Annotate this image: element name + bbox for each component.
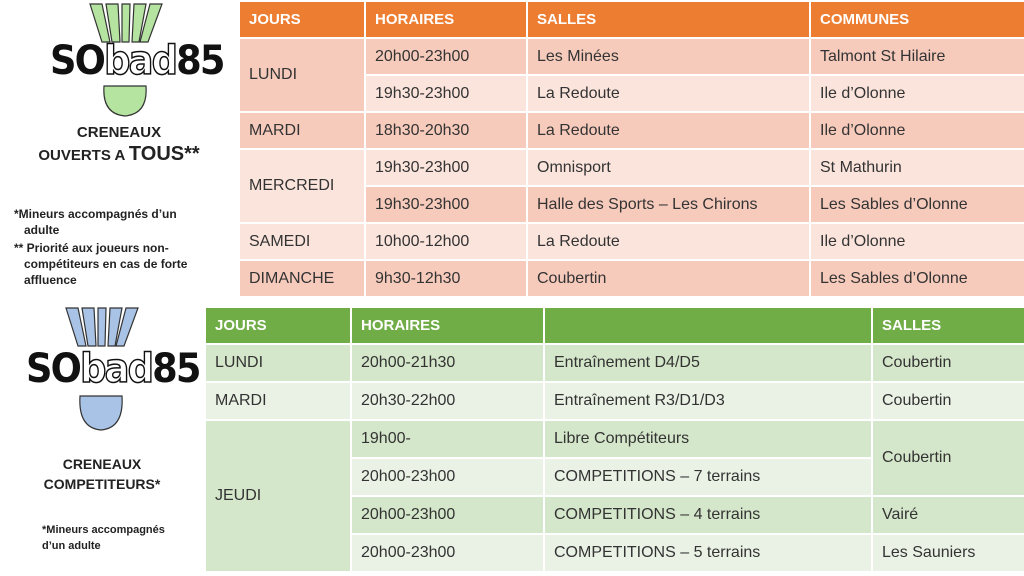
time-cell: 20h00-23h00: [351, 534, 544, 572]
open-caption: [0, 124, 238, 166]
table-row: [205, 344, 1024, 382]
commune-cell: Les Sables d’Olonne: [810, 260, 1024, 297]
salle-cell: Coubertin: [527, 260, 810, 297]
salle-cell: Les Minées: [527, 38, 810, 75]
header-horaires: HORAIRES: [351, 307, 544, 344]
header-salles: SALLES: [527, 1, 810, 38]
day-cell: JEUDI: [205, 420, 351, 572]
header-jours: JOURS: [239, 1, 365, 38]
salle-cell: Coubertin: [872, 420, 1024, 496]
sobad85-logo: SObad85: [26, 346, 200, 392]
day-cell: DIMANCHE: [239, 260, 365, 297]
table-header: [239, 1, 1024, 38]
comp-note-minors: *Mineurs accompagnés d’un adulte: [42, 524, 165, 552]
time-cell: 20h00-23h00: [351, 496, 544, 534]
activity-cell: Entraînement D4/D5: [544, 344, 872, 382]
time-cell: 18h30-20h30: [365, 112, 527, 149]
header-jours: JOURS: [205, 307, 351, 344]
open-caption-line1: CRENEAUX: [76, 124, 162, 141]
competitors-table: [204, 306, 1024, 573]
day-cell: MERCREDI: [239, 149, 365, 223]
table-header: [205, 307, 1024, 344]
header-communes: COMMUNES: [810, 1, 1024, 38]
open-logo-panel: [0, 0, 238, 300]
activity-cell: Libre Compétiteurs: [544, 420, 872, 458]
day-cell: MARDI: [205, 382, 351, 420]
salle-cell: Halle des Sports – Les Chirons: [527, 186, 810, 223]
commune-cell: Ile d’Olonne: [810, 223, 1024, 260]
salle-cell: La Redoute: [527, 75, 810, 112]
salle-cell: La Redoute: [527, 112, 810, 149]
time-cell: 20h00-21h30: [351, 344, 544, 382]
time-cell: 20h00-23h00: [351, 458, 544, 496]
time-cell: 20h30-22h00: [351, 382, 544, 420]
activity-cell: COMPETITIONS – 5 terrains: [544, 534, 872, 572]
time-cell: 10h00-12h00: [365, 223, 527, 260]
table-row: [239, 260, 1024, 297]
salle-cell: Coubertin: [872, 344, 1024, 382]
table-row: [205, 382, 1024, 420]
commune-cell: Ile d’Olonne: [810, 75, 1024, 112]
salle-cell: Omnisport: [527, 149, 810, 186]
commune-cell: Les Sables d’Olonne: [810, 186, 1024, 223]
salle-cell: Coubertin: [872, 382, 1024, 420]
header-salles: SALLES: [872, 307, 1024, 344]
comp-caption-line2: COMPETITEURS*: [43, 476, 161, 492]
comp-caption-line1: CRENEAUX: [62, 456, 142, 472]
salle-cell: Les Sauniers: [872, 534, 1024, 572]
open-caption-line2: OUVERTS A TOUS**: [38, 143, 200, 165]
day-cell: SAMEDI: [239, 223, 365, 260]
commune-cell: Talmont St Hilaire: [810, 38, 1024, 75]
open-slots-table: [238, 0, 1024, 298]
salle-cell: La Redoute: [527, 223, 810, 260]
time-cell: 19h00-: [351, 420, 544, 458]
competitors-section: [0, 304, 1024, 576]
sobad85-logo: SObad85: [50, 38, 224, 84]
time-cell: 19h30-23h00: [365, 75, 527, 112]
table-row: [239, 149, 1024, 186]
day-cell: LUNDI: [205, 344, 351, 382]
day-cell: MARDI: [239, 112, 365, 149]
table-row: [239, 38, 1024, 75]
table-row: [239, 223, 1024, 260]
header-horaires: HORAIRES: [365, 1, 527, 38]
activity-cell: COMPETITIONS – 4 terrains: [544, 496, 872, 534]
day-cell: LUNDI: [239, 38, 365, 112]
activity-cell: COMPETITIONS – 7 terrains: [544, 458, 872, 496]
time-cell: 19h30-23h00: [365, 186, 527, 223]
commune-cell: Ile d’Olonne: [810, 112, 1024, 149]
time-cell: 9h30-12h30: [365, 260, 527, 297]
comp-caption: [0, 456, 204, 492]
header-activity: [544, 307, 872, 344]
commune-cell: St Mathurin: [810, 149, 1024, 186]
time-cell: 20h00-23h00: [365, 38, 527, 75]
table-row: [205, 420, 1024, 458]
salle-cell: Vairé: [872, 496, 1024, 534]
time-cell: 19h30-23h00: [365, 149, 527, 186]
table-row: [239, 112, 1024, 149]
open-note-priority: ** Priorité aux joueurs non-compétiteurs en cas de forte affluence: [14, 241, 188, 287]
comp-logo-panel: [0, 304, 204, 576]
open-note-minors: *Mineurs accompagnés d’un adulte: [14, 207, 177, 237]
activity-cell: Entraînement R3/D1/D3: [544, 382, 872, 420]
